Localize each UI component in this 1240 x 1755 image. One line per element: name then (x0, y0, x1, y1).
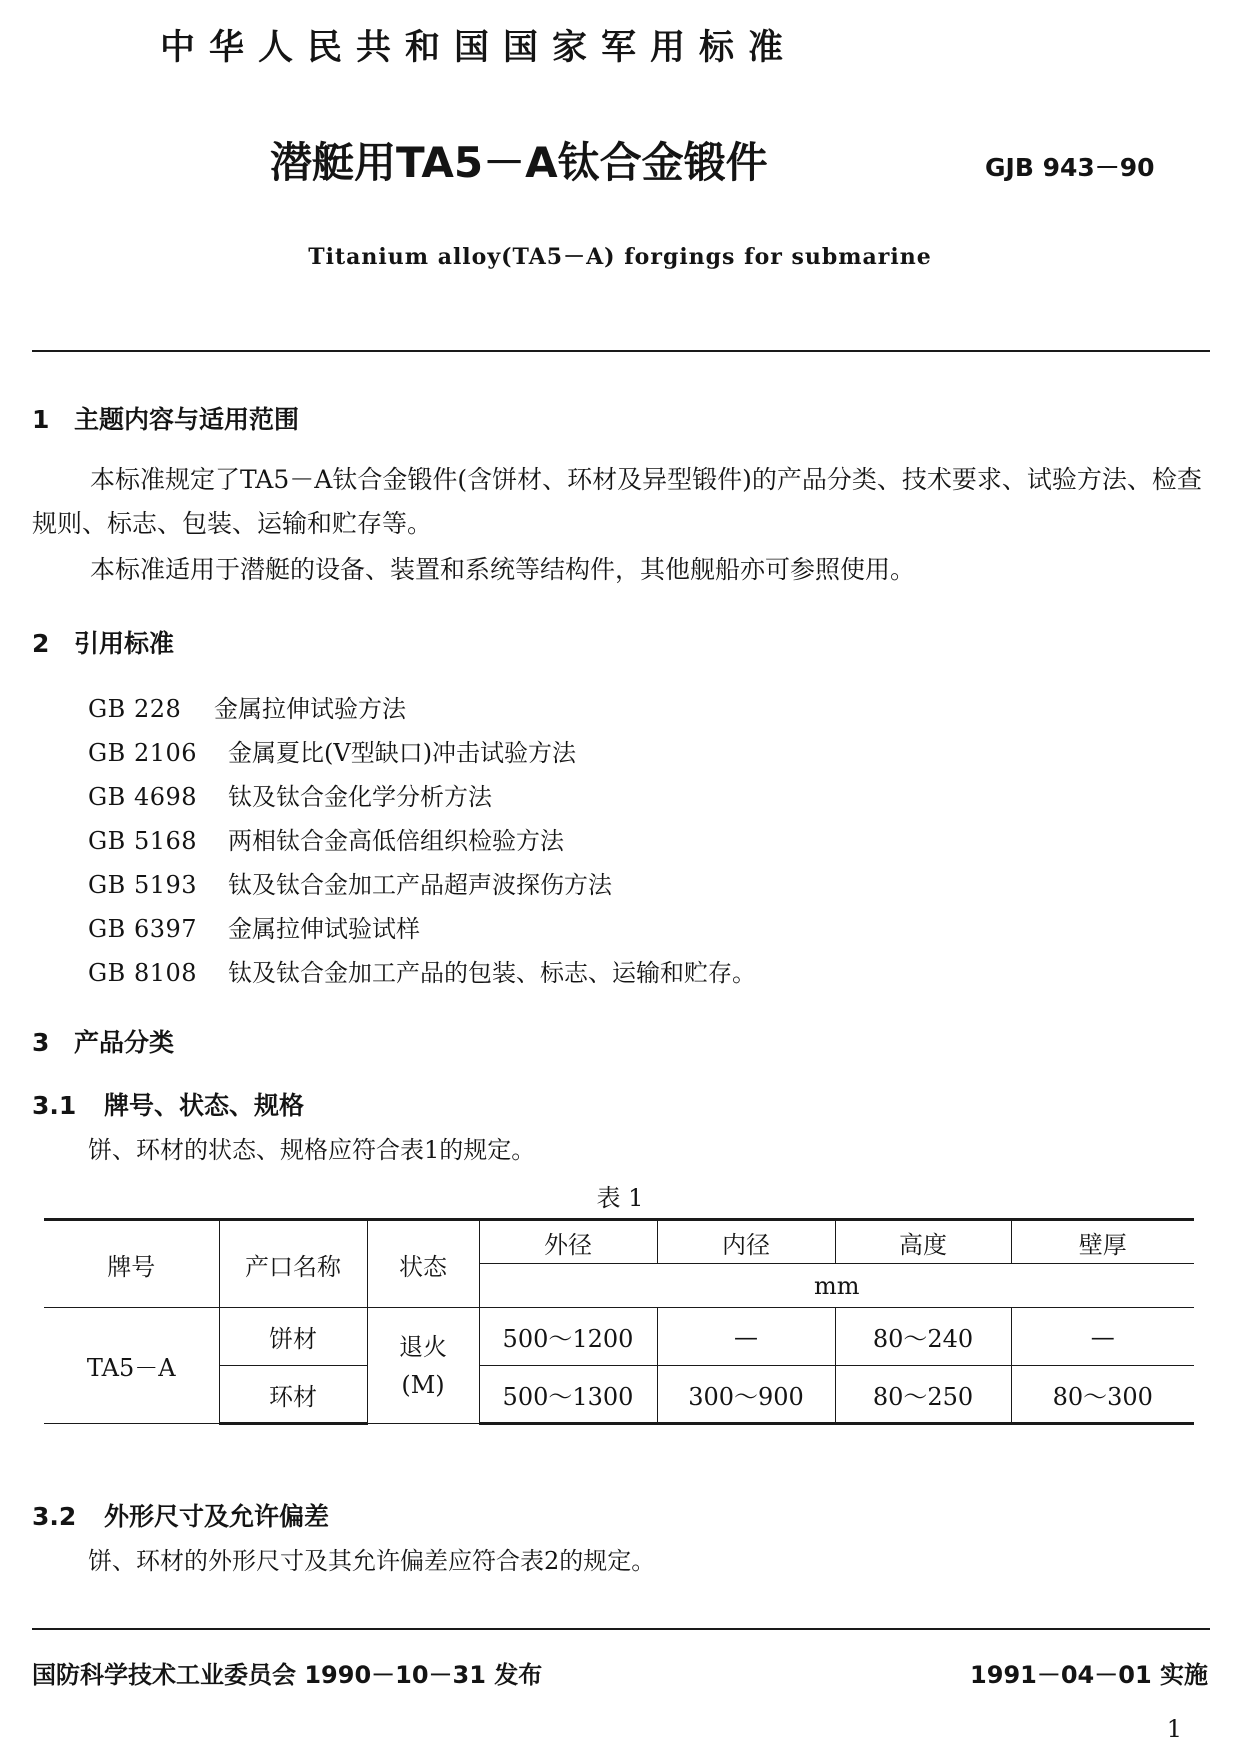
section-number: 1 (32, 405, 50, 434)
section-1-paragraph-2: 本标准适用于潜艇的设备、装置和系统等结构件，其他舰船亦可参照使用。 (90, 555, 916, 584)
effective-date: 1991－04－01 实施 (970, 1661, 1208, 1689)
header-inner-diameter: 内径 (657, 1220, 835, 1264)
reference-title: 钛及钛合金加工产品超声波探伤方法 (228, 871, 612, 899)
reference-code: GB 5168 (88, 827, 198, 855)
cell-inner-diameter: 300～900 (657, 1366, 835, 1424)
cell-height: 80～250 (835, 1366, 1011, 1424)
section-title: 外形尺寸及允许偏差 (104, 1502, 330, 1531)
reference-title: 钛及钛合金加工产品的包装、标志、运输和贮存。 (228, 959, 756, 987)
section-number: 3.2 (32, 1502, 77, 1531)
reference-item (88, 733, 576, 768)
section-number: 3.1 (32, 1091, 77, 1120)
cell-product: 环材 (219, 1366, 367, 1424)
english-title: Titanium alloy(TA5－A) forgings for submarine (308, 244, 932, 270)
page-number: 1 (1166, 1715, 1182, 1743)
header-state: 状态 (367, 1220, 479, 1308)
section-1-paragraph-1: 本标准规定了TA5－A钛合金锻件(含饼材、环材及异型锻件)的产品分类、技术要求、试验方法、检查规则、标志、包装、运输和贮存等。 (32, 465, 1202, 538)
standard-code: GJB 943－90 (985, 153, 1155, 182)
section-number: 2 (32, 629, 50, 658)
section-3-1-text: 饼、环材的状态、规格应符合表1的规定。 (88, 1136, 536, 1164)
reference-item (88, 909, 420, 944)
cell-height: 80～240 (835, 1308, 1011, 1366)
cell-grade: TA5－A (44, 1308, 219, 1424)
cell-state: 退火 (M) (367, 1308, 479, 1424)
section-2-heading (32, 624, 174, 660)
section-1-heading (32, 400, 299, 436)
reference-item (88, 953, 756, 988)
table-1 (44, 1218, 1194, 1425)
section-title: 主题内容与适用范围 (74, 405, 300, 434)
reference-item (88, 865, 612, 900)
reference-code: GB 5193 (88, 871, 198, 899)
reference-code: GB 8108 (88, 959, 198, 987)
reference-item (88, 777, 492, 812)
cell-outer-diameter: 500～1200 (479, 1308, 657, 1366)
cell-wall-thickness: — (1011, 1308, 1194, 1366)
reference-title: 金属拉伸试验方法 (214, 695, 406, 723)
bottom-rule (32, 1628, 1210, 1630)
cell-inner-diameter: — (657, 1308, 835, 1366)
section-title: 引用标准 (74, 629, 175, 658)
reference-title: 钛及钛合金化学分析方法 (228, 783, 492, 811)
header-grade: 牌号 (44, 1220, 219, 1308)
header-wall-thickness: 壁厚 (1011, 1220, 1194, 1264)
section-title: 牌号、状态、规格 (104, 1091, 305, 1120)
cell-outer-diameter: 500～1300 (479, 1366, 657, 1424)
top-rule (32, 350, 1210, 352)
section-3-2-heading (32, 1497, 329, 1533)
reference-title: 金属夏比(V型缺口)冲击试验方法 (228, 739, 577, 767)
cell-wall-thickness: 80～300 (1011, 1366, 1194, 1424)
reference-item (88, 689, 406, 724)
table-1-caption: 表 1 (596, 1184, 644, 1212)
section-number: 3 (32, 1028, 50, 1057)
section-title: 产品分类 (74, 1028, 175, 1057)
cell-product: 饼材 (219, 1308, 367, 1366)
header-product-name: 产口名称 (219, 1220, 367, 1308)
reference-title: 金属拉伸试验试样 (228, 915, 420, 943)
header-unit: mm (479, 1264, 1194, 1308)
issue-statement: 国防科学技术工业委员会 1990－10－31 发布 (32, 1661, 543, 1689)
header-height: 高度 (835, 1220, 1011, 1264)
document-title: 潜艇用TA5－A钛合金锻件 (270, 138, 768, 187)
header-outer-diameter: 外径 (479, 1220, 657, 1264)
reference-code: GB 2106 (88, 739, 198, 767)
reference-title: 两相钛合金高低倍组织检验方法 (228, 827, 564, 855)
section-3-1-heading (32, 1086, 304, 1122)
reference-code: GB 6397 (88, 915, 198, 943)
reference-code: GB 4698 (88, 783, 198, 811)
reference-item (88, 821, 564, 856)
reference-code: GB 228 (88, 695, 182, 723)
section-3-2-text: 饼、环材的外形尺寸及其允许偏差应符合表2的规定。 (88, 1547, 656, 1575)
section-3-heading (32, 1023, 174, 1059)
national-standard-header: 中华人民共和国国家军用标准 (160, 28, 798, 68)
